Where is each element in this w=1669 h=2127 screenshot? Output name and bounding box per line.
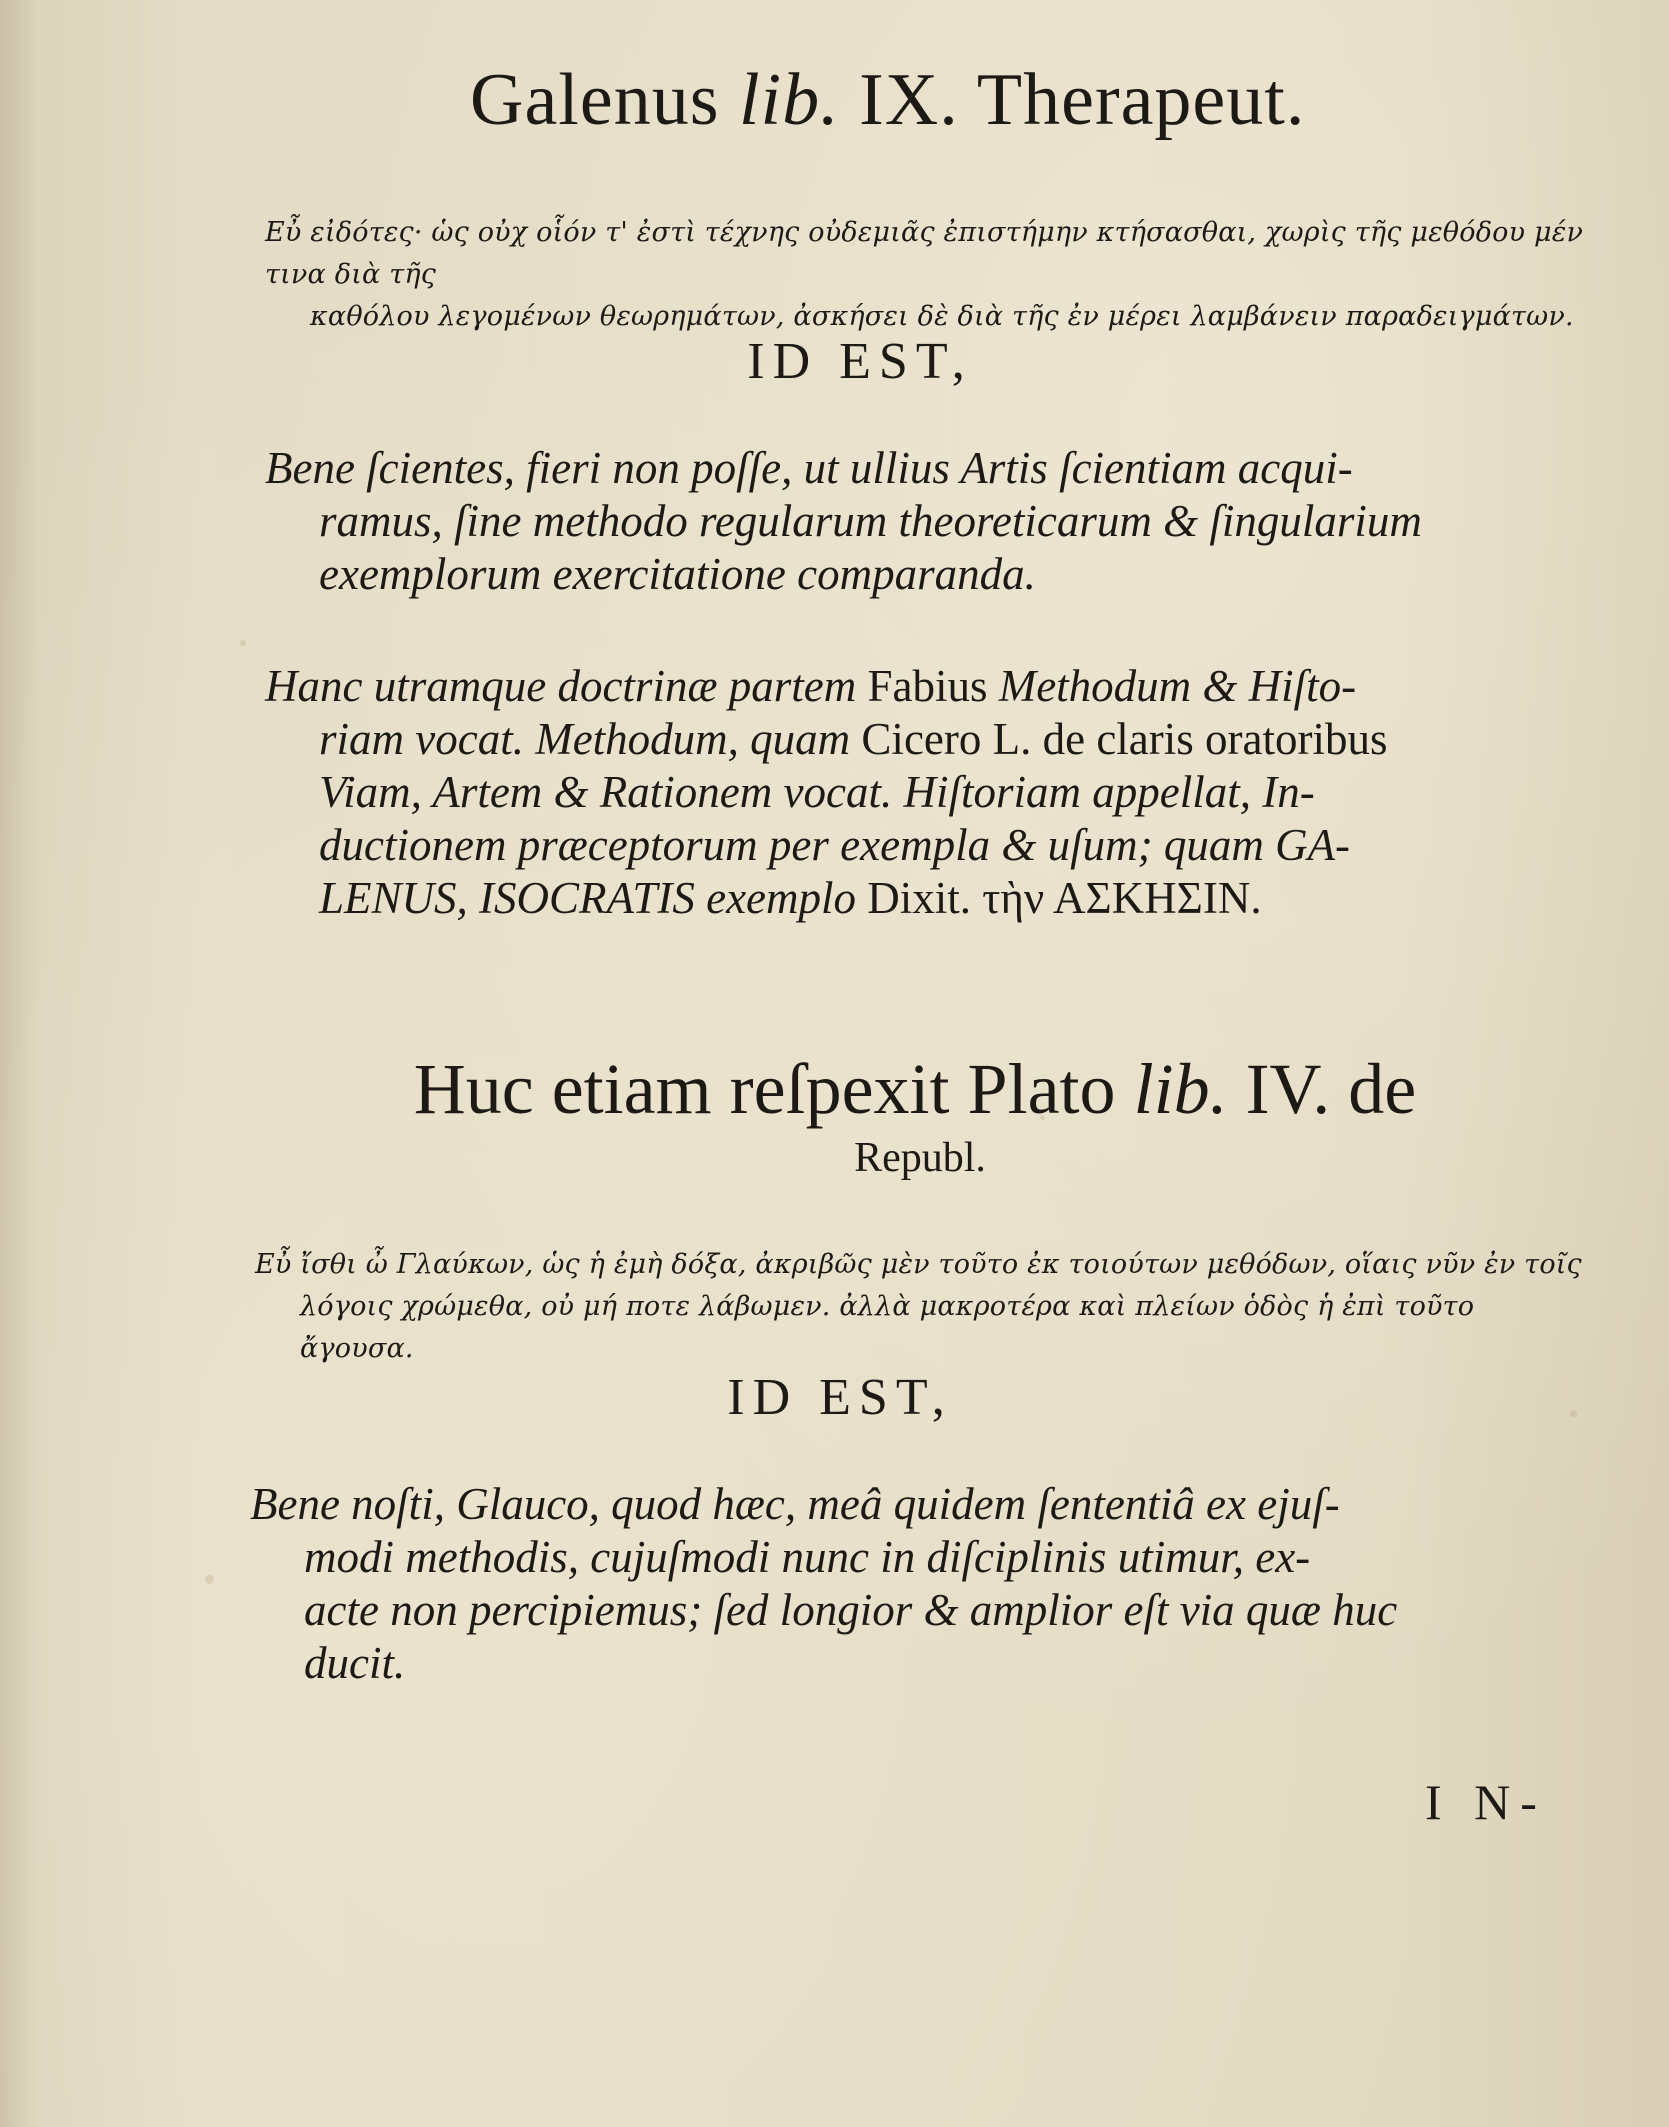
section-heading — [300, 1048, 1530, 1131]
paragraph-1-line-3: exemplorum exercitatione comparanda. — [319, 549, 1036, 599]
greek-quotation-2 — [255, 1244, 1585, 1370]
paragraph-2-line-3: Viam, Artem & Rationem vocat. Hiſtoriam appellat, In- — [319, 767, 1315, 817]
section-heading-subline: Republ. — [854, 1135, 986, 1181]
paragraph-2-line-1a: Hanc utramque doctrinæ partem — [265, 661, 868, 711]
greek-quotation-1 — [265, 212, 1595, 338]
name-cicero: Cicero L. de claris oratoribus — [861, 714, 1388, 764]
greek-2-line-1: Εὖ ἴσθι ὦ Γλαύκων, ὡς ἡ ἐμὴ δόξα, ἀκριβῶς μὲν τοῦτο ἐκ τοιούτων μεθόδων, οἵαις νῦν ἐν τοῖς — [255, 1249, 1582, 1280]
paragraph-2-line-5a: LENUS, ISOCRATIS exemplo — [319, 873, 868, 923]
paragraph-1-line-1: Bene ſcientes, fieri non poſſe, ut ullius Artis ſcientiam acqui- — [265, 443, 1353, 493]
paragraph-2-line-2a: riam vocat. Methodum, quam — [319, 714, 862, 764]
section-heading-lib: lib. — [1133, 1049, 1228, 1129]
paragraph-2-line-1 — [265, 660, 1605, 713]
running-header — [470, 58, 1410, 143]
catchword: I N- — [1425, 1774, 1547, 1830]
paragraph-2-line-1c: Methodum & Hiſto- — [987, 661, 1357, 711]
latin-paragraph-1 — [265, 442, 1605, 601]
latin-paragraph-3 — [250, 1478, 1600, 1690]
paragraph-1-line-2: ramus, ſine methodo regularum theoreticarum & ſingularium — [319, 496, 1422, 546]
latin-paragraph-2 — [265, 660, 1605, 925]
paper-spot — [1570, 1410, 1577, 1417]
section-heading-a: Huc etiam reſpexit Plato — [413, 1049, 1134, 1129]
id-est-heading-1: ID EST, — [747, 333, 973, 390]
paper-spot — [205, 1575, 214, 1584]
paragraph-2-line-4: ductionem præceptorum per exempla & uſum; quam GA- — [319, 820, 1351, 870]
greek-1-line-2: καθόλου λεγομένων θεωρημάτων, ἀσκήσει δὲ διὰ τῆς ἐν μέρει λαμβάνειν παραδειγμάτων. — [310, 301, 1574, 332]
header-author: Galenus — [470, 59, 720, 141]
paper-spot — [240, 640, 246, 646]
header-book: IX. — [859, 59, 959, 141]
paragraph-2-line-5b: Dixit. τὴν ΑΣΚΗΣΙΝ. — [867, 873, 1262, 923]
paragraph-2-line-5 — [265, 872, 1605, 925]
paragraph-3-line-1: Bene noſti, Glauco, quod hæc, meâ quidem ſententiâ ex ejuſ- — [250, 1479, 1340, 1529]
greek-2-line-2: λόγοις χρώμεθα, οὐ μή ποτε λάβωμεν. ἀλλὰ μακροτέρα καὶ πλείων ὁδὸς ἡ ἐπὶ τοῦτο ἄγουσα. — [300, 1291, 1475, 1364]
header-work: Therapeut. — [976, 59, 1306, 141]
name-fabius: Fabius — [867, 661, 988, 711]
greek-1-line-1: Εὖ εἰδότες· ὡς οὐχ οἷόν τ' ἐστὶ τέχνης οὐδεμιᾶς ἐπιστήμην κτήσασθαι, χωρὶς τῆς μεθόδου μέν τινα διὰ τῆς — [265, 217, 1584, 290]
paragraph-2-line-2 — [265, 713, 1605, 766]
paragraph-3-line-2: modi methodis, cujuſmodi nunc in diſciplinis utimur, ex- — [304, 1532, 1311, 1582]
paragraph-3-line-4: ducit. — [304, 1638, 406, 1688]
paragraph-3-line-3: acte non percipiemus; ſed longior & amplior eſt via quæ huc — [304, 1585, 1398, 1635]
id-est-heading-2: ID EST, — [727, 1369, 953, 1426]
section-heading-c: IV. de — [1227, 1049, 1417, 1129]
header-lib: lib. — [739, 59, 840, 141]
